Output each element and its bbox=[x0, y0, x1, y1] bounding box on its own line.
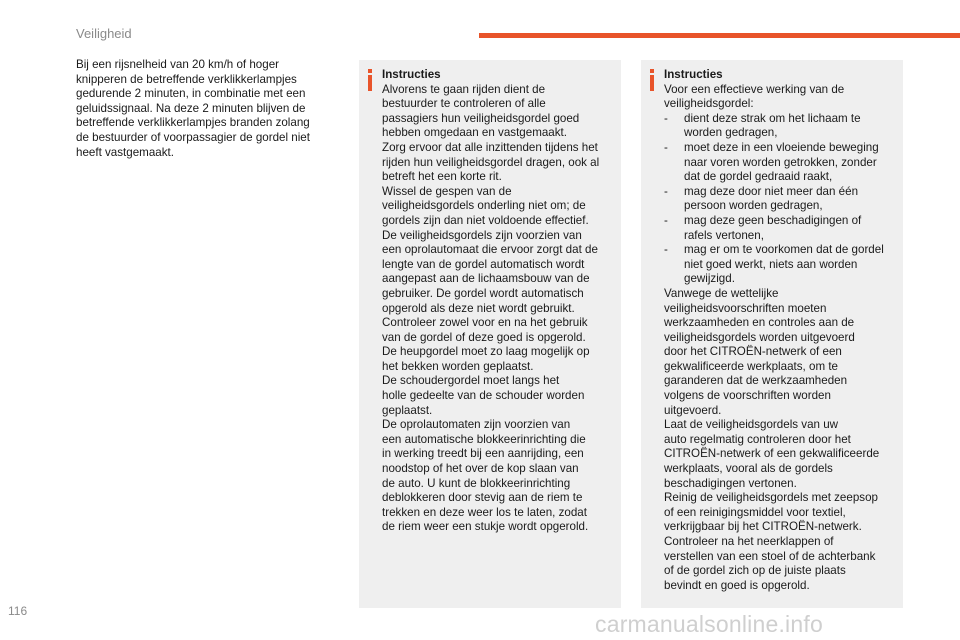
text-line: persoon worden gedragen, bbox=[684, 199, 823, 213]
list-item bbox=[664, 185, 900, 214]
text-line: knipperen de betreffende verklikkerlampjes bbox=[76, 72, 297, 86]
text-line: beschadigingen vertonen. bbox=[664, 476, 797, 490]
text-line: aangepast aan de lichaamsbouw van de bbox=[382, 272, 590, 286]
text-line: Voor een effectieve werking van de bbox=[664, 82, 845, 96]
text-line: niet goed werkt, niets aan worden bbox=[684, 257, 858, 271]
text-line: - mag er om te voorkomen dat de gordel bbox=[684, 243, 884, 257]
text-line: of de gordel zich op de juiste plaats bbox=[664, 564, 846, 578]
text-line: door het CITROËN-netwerk of een bbox=[664, 345, 842, 359]
text-line: van de gordel of deze goed is opgerold. bbox=[382, 330, 586, 344]
text-line: lengte van de gordel automatisch wordt bbox=[382, 257, 585, 271]
instructions-box-2 bbox=[641, 60, 903, 608]
text-line: betreffende verklikkerlampjes branden zolang bbox=[76, 116, 310, 130]
text-line: geplaatst. bbox=[382, 403, 433, 417]
list-item bbox=[664, 243, 900, 287]
info-icon bbox=[368, 69, 372, 91]
watermark: carmanualsonline.info bbox=[595, 611, 823, 637]
text-line: de bestuurder of voorpassagier de gordel niet bbox=[76, 130, 310, 144]
text-line: dat de gordel gedraaid raakt, bbox=[684, 170, 833, 184]
text-line: CITROËN-netwerk of een gekwalificeerde bbox=[664, 447, 880, 461]
text-line: auto regelmatig controleren door het bbox=[664, 432, 851, 446]
text-line: naar voren worden getrokken, zonder bbox=[684, 155, 877, 169]
paragraph bbox=[664, 418, 900, 491]
info-icon bbox=[650, 69, 654, 91]
text-line: noodstop of het over de kop slaan van bbox=[382, 462, 579, 476]
text-line: gekwalificeerde werkplaats, om te bbox=[664, 359, 838, 373]
text-line: de riem weer een stukje wordt opgerold. bbox=[382, 520, 589, 534]
paragraph bbox=[664, 287, 900, 418]
list-item bbox=[664, 214, 900, 243]
text-line: - mag deze geen beschadigingen of bbox=[684, 213, 862, 227]
text-line: De veiligheidsgordels zijn voorzien van bbox=[382, 228, 582, 242]
paragraph bbox=[382, 141, 618, 185]
paragraph bbox=[382, 418, 618, 535]
text-line: verkrijgbaar bij het CITROËN-netwerk. bbox=[664, 520, 862, 534]
paragraph bbox=[382, 83, 618, 141]
text-line: Zorg ervoor dat alle inzittenden tijdens het bbox=[382, 140, 598, 154]
text-line: veiligheidsgordels onderling niet om; de bbox=[382, 199, 586, 213]
text-line: volgens de voorschriften worden bbox=[664, 389, 831, 403]
list-item bbox=[664, 112, 900, 141]
text-line: Laat de veiligheidsgordels van uw bbox=[664, 418, 839, 432]
instructions-box-1 bbox=[359, 60, 621, 608]
paragraph bbox=[382, 374, 618, 418]
section-title: Veiligheid bbox=[76, 26, 132, 41]
text-line: of een reinigingsmiddel voor textiel, bbox=[664, 505, 846, 519]
paragraph bbox=[382, 229, 618, 317]
text-line: veiligheidsgordel: bbox=[664, 97, 754, 111]
paragraph bbox=[664, 535, 900, 593]
text-line: hebben omgedaan en vastgemaakt. bbox=[382, 126, 567, 140]
text-line: Bij een rijsnelheid van 20 km/h of hoger bbox=[76, 58, 280, 71]
intro-text bbox=[76, 58, 338, 160]
text-line: de auto. U kunt de blokkeerinrichting bbox=[382, 476, 571, 490]
text-line: rafels vertonen, bbox=[684, 228, 764, 242]
text-line: werkzaamheden en controles aan de bbox=[664, 316, 855, 330]
text-line: gebruiker. De gordel wordt automatisch bbox=[382, 286, 584, 300]
text-line: deblokkeren door stevig aan de riem te bbox=[382, 491, 583, 505]
text-line: Alvorens te gaan rijden dient de bbox=[382, 82, 546, 96]
text-line: holle gedeelte van de schouder worden bbox=[382, 389, 585, 403]
text-line: het bekken worden geplaatst. bbox=[382, 359, 534, 373]
paragraph bbox=[382, 345, 618, 374]
text-line: - moet deze in een vloeiende beweging bbox=[684, 140, 879, 154]
text-line: geluidssignaal. Na deze 2 minuten blijven de bbox=[76, 101, 306, 115]
text-line: passagiers hun veiligheidsgordel goed bbox=[382, 111, 580, 125]
paragraph bbox=[664, 491, 900, 535]
text-line: een automatische blokkeerinrichting die bbox=[382, 432, 586, 446]
paragraph bbox=[382, 316, 618, 345]
text-line: gedurende 2 minuten, in combinatie met een bbox=[76, 87, 306, 101]
box-title: Instructies bbox=[664, 68, 723, 81]
text-line: bestuurder te controleren of alle bbox=[382, 97, 546, 111]
text-line: gewijzigd. bbox=[684, 272, 735, 286]
paragraph bbox=[664, 83, 900, 112]
box-title: Instructies bbox=[382, 68, 441, 81]
text-line: uitgevoerd. bbox=[664, 403, 722, 417]
text-line: gordels zijn dan niet voldoende effectief. bbox=[382, 213, 589, 227]
text-line: Controleer na het neerklappen of bbox=[664, 535, 834, 548]
text-line: opgerold als deze niet wordt gebruikt. bbox=[382, 301, 575, 315]
text-line: Vanwege de wettelijke bbox=[664, 286, 779, 300]
text-line: Wissel de gespen van de bbox=[382, 184, 512, 198]
text-line: in werking treedt bij een aanrijding, een bbox=[382, 447, 584, 461]
text-line: werkplaats, vooral als de gordels bbox=[664, 462, 833, 476]
text-line: bevindt en goed is opgerold. bbox=[664, 578, 810, 592]
text-line: Controleer zowel voor en na het gebruik bbox=[382, 316, 588, 330]
header-accent-bar bbox=[479, 33, 960, 38]
text-line: veiligheidsvoorschriften moeten bbox=[664, 301, 827, 315]
text-line: een oprolautomaat die ervoor zorgt dat de bbox=[382, 243, 598, 257]
text-line: De heupgordel moet zo laag mogelijk op bbox=[382, 345, 590, 359]
text-line: De schoudergordel moet langs het bbox=[382, 374, 560, 388]
text-line: Reinig de veiligheidsgordels met zeepsop bbox=[664, 491, 878, 505]
bullet-list bbox=[664, 112, 900, 287]
text-line: - mag deze door niet meer dan één bbox=[684, 184, 859, 198]
text-line: betreft het een korte rit. bbox=[382, 170, 502, 184]
text-line: De oprolautomaten zijn voorzien van bbox=[382, 418, 571, 432]
list-item bbox=[664, 141, 900, 185]
text-line: verstellen van een stoel of de achterbank bbox=[664, 549, 876, 563]
text-line: veiligheidsgordels worden uitgevoerd bbox=[664, 330, 855, 344]
paragraph bbox=[382, 185, 618, 229]
text-line: garanderen dat de werkzaamheden bbox=[664, 374, 848, 388]
text-line: - dient deze strak om het lichaam te bbox=[684, 111, 861, 125]
text-line: rijden hun veiligheidsgordel dragen, ook al bbox=[382, 155, 600, 169]
text-line: heeft vastgemaakt. bbox=[76, 145, 174, 159]
text-line: worden gedragen, bbox=[684, 126, 778, 140]
text-line: trekken en deze weer los te laten, zodat bbox=[382, 505, 587, 519]
page-number: 116 bbox=[8, 604, 28, 618]
